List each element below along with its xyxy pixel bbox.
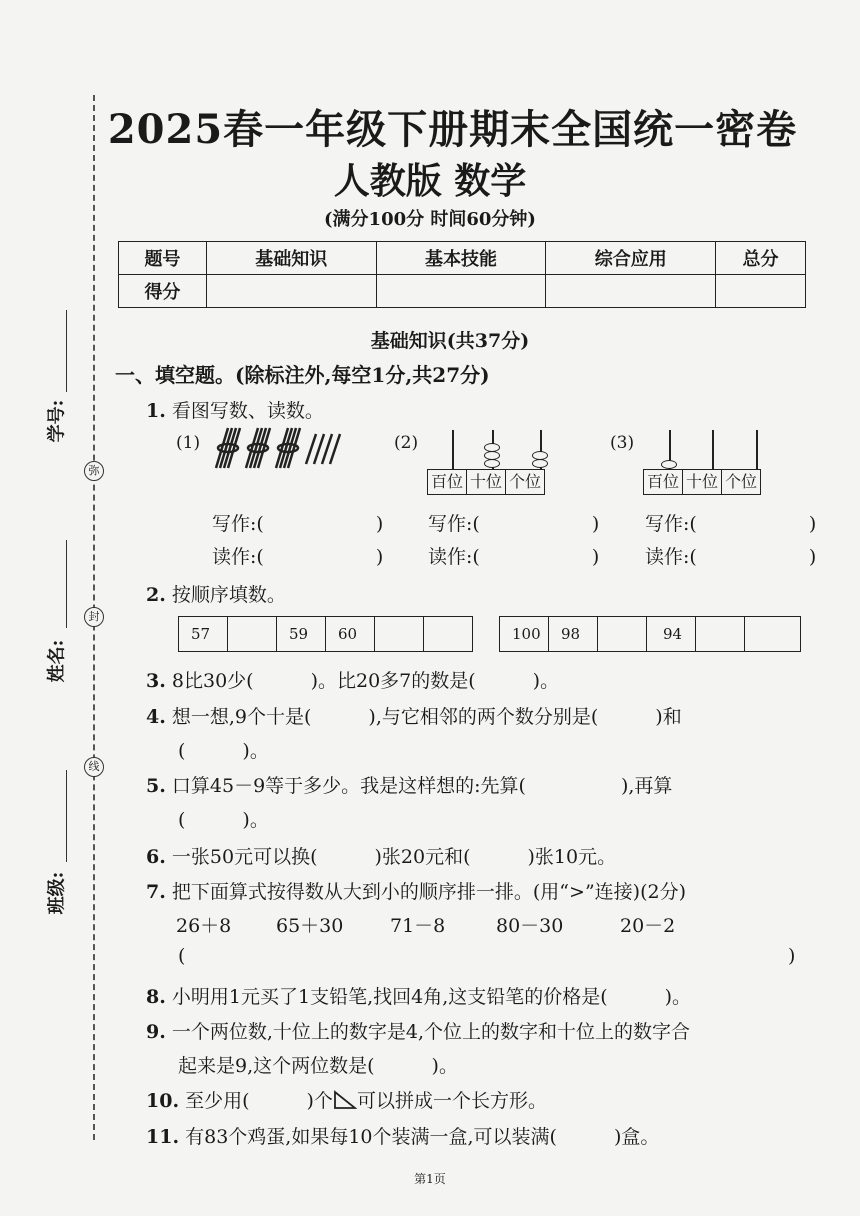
score-table-score-row (119, 275, 806, 308)
sequence-blank[interactable] (598, 617, 647, 651)
question-5 (146, 771, 672, 798)
part-heading: 一、填空题。(除标注外,每空1分,共27分) (115, 363, 490, 387)
q7-answer-close: ) (788, 945, 796, 967)
question-text: 看图写数、读数。 (171, 400, 324, 422)
expr-5: 20－2 (620, 915, 676, 937)
abacus-rod (452, 430, 454, 470)
score-cell: 基本技能 (376, 242, 546, 275)
exam-title-text: 2025春一年级下册期末全国统一密卷 (107, 106, 798, 153)
question-number: 10. (146, 1090, 180, 1112)
abacus-place-labels (643, 469, 761, 495)
q1-label-1: (1) (176, 433, 201, 453)
question-number: 2. (146, 584, 166, 606)
right-triangle-icon (333, 1090, 357, 1110)
question-2 (146, 580, 286, 607)
question-text: 把下面算式按得数从大到小的顺序排一排。(用“>”连接)(2分) (171, 881, 686, 903)
question-9-line2: 起来是9,这个两位数是( )。 (178, 1055, 458, 1077)
question-4-line2: ( )。 (178, 740, 269, 762)
sequence-blank[interactable] (424, 617, 472, 651)
question-3 (146, 666, 559, 693)
class-line[interactable] (66, 770, 67, 862)
abacus-bead (532, 459, 548, 468)
exam-subject: 人教版 数学 (333, 160, 527, 202)
question-text: 8比30少( )。比20多7的数是( )。 (171, 670, 560, 692)
score-table (118, 241, 806, 308)
sequence-blank[interactable] (375, 617, 424, 651)
question-text: 口算45－9等于多少。我是这样想的:先算( ),再算 (171, 775, 673, 797)
score-cell: 总分 (716, 242, 806, 275)
question-11 (146, 1122, 659, 1149)
write-blank-2[interactable]: 写作:( ) (428, 513, 600, 535)
sequence-boxes-2 (499, 616, 801, 652)
abacus-bead (484, 459, 500, 468)
question-text: 一张50元可以换( )张20元和( )张10元。 (171, 846, 617, 868)
score-cell: 基础知识 (206, 242, 376, 275)
read-blank-2[interactable]: 读作:( ) (428, 546, 600, 568)
page-number: 第1页 (414, 1172, 446, 1186)
sequence-blank[interactable] (696, 617, 745, 651)
place-label: 十位 (683, 470, 722, 494)
sequence-cell: 60 (326, 617, 375, 651)
read-blank-1[interactable]: 读作:( ) (212, 546, 384, 568)
stick-bundle-icon (246, 428, 270, 468)
expr-4: 80－30 (496, 915, 564, 937)
score-input-cell[interactable] (546, 275, 716, 308)
question-number: 7. (146, 881, 166, 903)
question-number: 6. (146, 846, 166, 868)
abacus-rod (712, 430, 714, 470)
place-label: 百位 (428, 470, 467, 494)
section-heading: 基础知识(共37分) (370, 330, 530, 352)
seal-mark-feng: 封 (84, 607, 104, 627)
question-text: 小明用1元买了1支铅笔,找回4角,这支铅笔的价格是( )。 (171, 986, 692, 1008)
write-blank-1[interactable]: 写作:( ) (212, 513, 384, 535)
question-7 (146, 877, 686, 904)
question-9 (146, 1017, 690, 1044)
stick-bundles-figure (210, 424, 345, 474)
question-text: 可以拼成一个长方形。 (356, 1090, 547, 1112)
q1-label-2: (2) (394, 433, 419, 453)
sequence-cell: 98 (549, 617, 598, 651)
expr-3: 71－8 (390, 915, 446, 937)
question-10 (146, 1086, 547, 1113)
question-6 (146, 842, 616, 869)
expr-1: 26＋8 (176, 915, 232, 937)
name-label: 姓名: (46, 639, 68, 683)
score-cell: 综合应用 (546, 242, 716, 275)
place-label: 个位 (725, 472, 758, 491)
question-number: 1. (146, 400, 166, 422)
score-cell: 得分 (119, 275, 207, 308)
question-number: 3. (146, 670, 166, 692)
seal-mark-xian: 线 (84, 757, 104, 777)
name-line[interactable] (66, 540, 67, 628)
write-blank-3[interactable]: 写作:( ) (645, 513, 817, 535)
q1-label-3: (3) (610, 433, 635, 453)
score-input-cell[interactable] (716, 275, 806, 308)
stick-bundle-icon (276, 428, 300, 468)
question-4 (146, 702, 682, 729)
sequence-blank[interactable] (745, 617, 800, 651)
class-label: 班级: (46, 871, 68, 915)
question-8 (146, 982, 691, 1009)
question-1 (146, 396, 324, 423)
place-label: 百位 (644, 470, 683, 494)
sequence-boxes-1 (178, 616, 473, 652)
sequence-cell: 94 (647, 617, 696, 651)
place-label: 十位 (467, 470, 506, 494)
q7-answer-open[interactable]: ( (178, 945, 186, 967)
question-number: 8. (146, 986, 166, 1008)
question-text: 想一想,9个十是( ),与它相邻的两个数分别是( )和 (171, 706, 682, 728)
place-label: 个位 (509, 472, 542, 491)
question-number: 4. (146, 706, 166, 728)
sequence-cell: 100 (500, 617, 549, 651)
question-text: 至少用( )个 (185, 1090, 333, 1112)
question-number: 11. (146, 1126, 180, 1148)
stick-bundle-icon (216, 428, 240, 468)
question-text: 有83个鸡蛋,如果每10个装满一盒,可以装满( )盒。 (185, 1126, 660, 1148)
abacus-rod (756, 430, 758, 470)
seal-mark-mi: 弥 (84, 461, 104, 481)
question-text: 按顺序填数。 (171, 584, 286, 606)
exam-meta: (满分100分 时间60分钟) (324, 209, 536, 230)
student-no-label: 学号: (46, 399, 68, 443)
abacus-place-labels (427, 469, 545, 495)
score-cell: 题号 (119, 242, 207, 275)
question-5-line2: ( )。 (178, 809, 269, 831)
sequence-blank[interactable] (228, 617, 277, 651)
question-number: 5. (146, 775, 166, 797)
exam-title (0, 98, 860, 155)
score-input-cell[interactable] (376, 275, 546, 308)
question-number: 9. (146, 1021, 166, 1043)
read-blank-3[interactable]: 读作:( ) (645, 546, 817, 568)
score-table-header-row (119, 242, 806, 275)
expr-2: 65＋30 (276, 915, 344, 937)
sequence-cell: 59 (277, 617, 326, 651)
question-text: 一个两位数,十位上的数字是4,个位上的数字和十位上的数字合 (171, 1021, 691, 1043)
sequence-cell: 57 (179, 617, 228, 651)
abacus-bead (661, 460, 677, 469)
score-input-cell[interactable] (206, 275, 376, 308)
